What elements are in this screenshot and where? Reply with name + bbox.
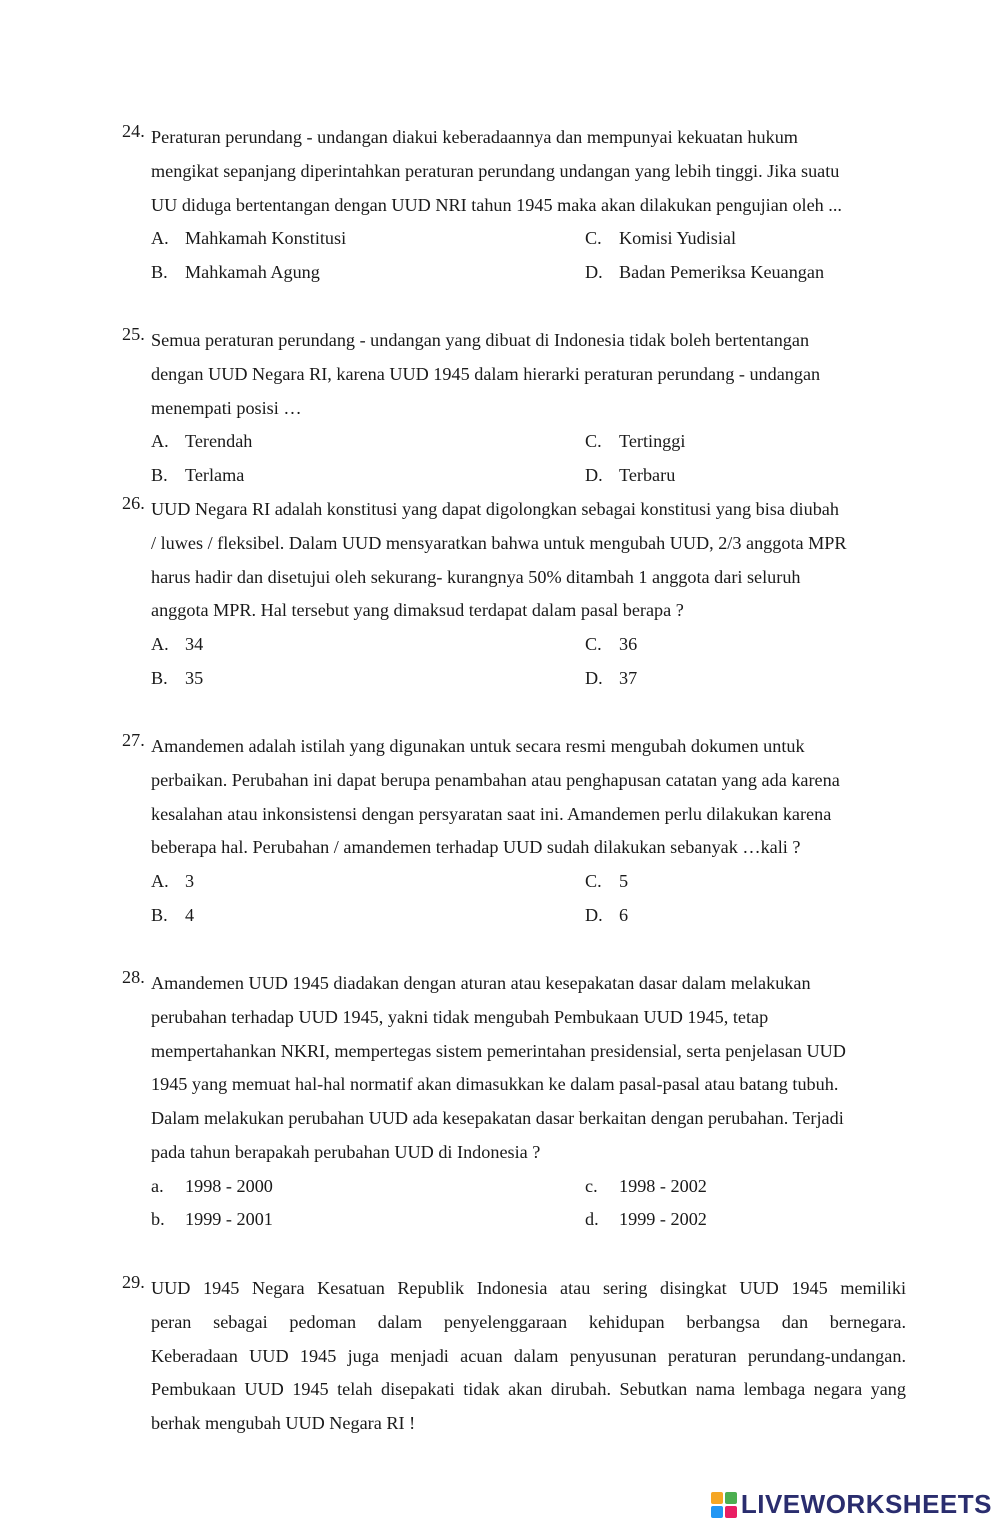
option-text: 1998 - 2000: [185, 1175, 273, 1196]
liveworksheets-brand[interactable]: [711, 1489, 992, 1520]
question-27: [122, 730, 906, 932]
option-text: Mahkamah Agung: [185, 261, 320, 282]
option-text: 3: [185, 871, 195, 892]
question-text-line: Amandemen UUD 1945 diadakan dengan aturan atau kesepakatan dasar dalam melakukan: [151, 973, 811, 993]
question-text-line: berhak mengubah UUD Negara RI !: [151, 1413, 416, 1434]
option-text: Terendah: [185, 431, 253, 452]
option-c[interactable]: [585, 1170, 905, 1204]
option-letter: D.: [585, 261, 603, 282]
options: [151, 425, 906, 492]
question-number: 27.: [122, 730, 145, 750]
question-text-line: kesalahan atau inkonsistensi dengan persyaratan saat ini. Amandemen perlu dilakukan karena: [151, 803, 832, 824]
question-text-line: beberapa hal. Perubahan / amandemen terhadap UUD sudah dilakukan sebanyak …kali ?: [151, 837, 801, 858]
option-a[interactable]: [151, 222, 585, 256]
option-text: 6: [619, 904, 629, 925]
option-text: 5: [619, 871, 629, 892]
option-a[interactable]: [151, 865, 585, 899]
question-28: [122, 967, 906, 1237]
option-letter: B.: [151, 261, 168, 282]
option-a[interactable]: [151, 628, 585, 662]
question-text-line: 1945 yang memuat hal-hal normatif akan dimasukkan ke dalam pasal-pasal atau batang tubuh.: [151, 1074, 839, 1095]
option-letter: A.: [151, 634, 169, 655]
option-letter: A.: [151, 871, 169, 892]
option-c[interactable]: [585, 628, 905, 662]
option-d[interactable]: [585, 662, 905, 696]
option-letter: A.: [151, 228, 169, 249]
question-text-line: perbaikan. Perubahan ini dapat berupa penambahan atau penghapusan catatan yang ada karena: [151, 769, 840, 790]
option-a[interactable]: [151, 1170, 585, 1204]
options: [151, 628, 906, 695]
option-letter: B.: [151, 904, 168, 925]
question-number: 25.: [122, 324, 145, 344]
question-text-line: UU diduga bertentangan dengan UUD NRI tahun 1945 maka akan dilakukan pengujian oleh ...: [151, 194, 842, 215]
question-text-line: UUD 1945 Negara Kesatuan Republik Indonesia atau sering disingkat UUD 1945 memiliki: [151, 1278, 906, 1298]
option-text: Badan Pemeriksa Keuangan: [619, 261, 825, 282]
option-text: Mahkamah Konstitusi: [185, 228, 347, 249]
option-letter: B.: [151, 464, 168, 485]
option-b[interactable]: [151, 256, 585, 290]
question-24: [122, 121, 906, 290]
liveworksheets-logo-icon: [711, 1492, 737, 1518]
options: [151, 1170, 906, 1237]
option-d[interactable]: [585, 459, 905, 493]
question-text-line: Amandemen adalah istilah yang digunakan untuk secara resmi mengubah dokumen untuk: [151, 736, 805, 756]
option-letter: b.: [151, 1209, 165, 1230]
option-d[interactable]: [585, 899, 905, 933]
option-letter: C.: [585, 228, 602, 249]
option-letter: D.: [585, 667, 603, 688]
question-text-line: perubahan terhadap UUD 1945, yakni tidak mengubah Pembukaan UUD 1945, tetap: [151, 1006, 769, 1027]
question-text-line: Dalam melakukan perubahan UUD ada kesepakatan dasar berkaitan dengan perubahan. Terjadi: [151, 1108, 844, 1129]
question-25: [122, 324, 906, 493]
question-number: 29.: [122, 1272, 145, 1292]
option-text: 37: [619, 667, 638, 688]
option-d[interactable]: [585, 1203, 905, 1237]
option-letter: C.: [585, 634, 602, 655]
question-text-line: mempertahankan NKRI, mempertegas sistem pemerintahan presidensial, serta penjelasan UUD: [151, 1040, 846, 1061]
option-c[interactable]: [585, 222, 905, 256]
option-letter: D.: [585, 904, 603, 925]
question-text-line: Pembukaan UUD 1945 telah disepakati tidak akan dirubah. Sebutkan nama lembaga negara yang: [151, 1379, 906, 1400]
option-letter: C.: [585, 431, 602, 452]
question-number: 24.: [122, 121, 145, 141]
option-letter: D.: [585, 464, 603, 485]
option-text: Terbaru: [619, 464, 676, 485]
question-text-line: mengikat sepanjang diperintahkan peraturan perundang undangan yang lebih tinggi. Jika suatu: [151, 160, 840, 181]
option-text: Komisi Yudisial: [619, 228, 737, 249]
question-text-line: dengan UUD Negara RI, karena UUD 1945 dalam hierarki peraturan perundang - undangan: [151, 363, 821, 384]
question-text-line: Peraturan perundang - undangan diakui keberadaannya dan mempunyai kekuatan hukum: [151, 127, 798, 147]
option-text: 1999 - 2001: [185, 1209, 273, 1230]
question-text-line: / luwes / fleksibel. Dalam UUD mensyaratkan bahwa untuk mengubah UUD, 2/3 anggota MPR: [151, 532, 847, 553]
option-b[interactable]: [151, 662, 585, 696]
option-text: 34: [185, 634, 204, 655]
question-number: 28.: [122, 967, 145, 987]
option-text: 36: [619, 634, 638, 655]
question-number: 26.: [122, 493, 145, 513]
question-text-line: pada tahun berapakah perubahan UUD di Indonesia ?: [151, 1141, 541, 1162]
question-29: [122, 1272, 906, 1441]
question-text-line: peran sebagai pedoman dalam penyelenggaraan kehidupan berbangsa dan bernegara.: [151, 1311, 906, 1332]
option-text: Terlama: [185, 464, 245, 485]
question-text-line: harus hadir dan disetujui oleh sekurang- kurangnya 50% ditambah 1 anggota dari seluruh: [151, 566, 801, 587]
option-text: 1998 - 2002: [619, 1175, 707, 1196]
option-text: 35: [185, 667, 204, 688]
option-b[interactable]: [151, 1203, 585, 1237]
question-text-line: Keberadaan UUD 1945 juga menjadi acuan dalam penyusunan peraturan perundang-undangan.: [151, 1345, 906, 1366]
option-letter: B.: [151, 667, 168, 688]
brand-text: LIVEWORKSHEETS: [740, 1489, 992, 1519]
option-b[interactable]: [151, 459, 585, 493]
question-text-line: UUD Negara RI adalah konstitusi yang dapat digolongkan sebagai konstitusi yang bisa diubah: [151, 499, 839, 519]
options: [151, 222, 906, 289]
option-letter: d.: [585, 1209, 599, 1230]
question-text-line: anggota MPR. Hal tersebut yang dimaksud terdapat dalam pasal berapa ?: [151, 600, 684, 621]
option-letter: A.: [151, 431, 169, 452]
option-text: 4: [185, 904, 195, 925]
option-a[interactable]: [151, 425, 585, 459]
option-c[interactable]: [585, 425, 905, 459]
question-text-line: menempati posisi …: [151, 397, 302, 418]
question-26: [122, 493, 906, 695]
option-text: 1999 - 2002: [619, 1209, 707, 1230]
option-c[interactable]: [585, 865, 905, 899]
option-text: Tertinggi: [619, 431, 686, 452]
option-letter: c.: [585, 1175, 598, 1196]
option-b[interactable]: [151, 899, 585, 933]
question-text-line: Semua peraturan perundang - undangan yang dibuat di Indonesia tidak boleh bertentangan: [151, 330, 810, 350]
options: [151, 865, 906, 932]
option-letter: a.: [151, 1175, 164, 1196]
option-letter: C.: [585, 871, 602, 892]
option-d[interactable]: [585, 256, 905, 290]
